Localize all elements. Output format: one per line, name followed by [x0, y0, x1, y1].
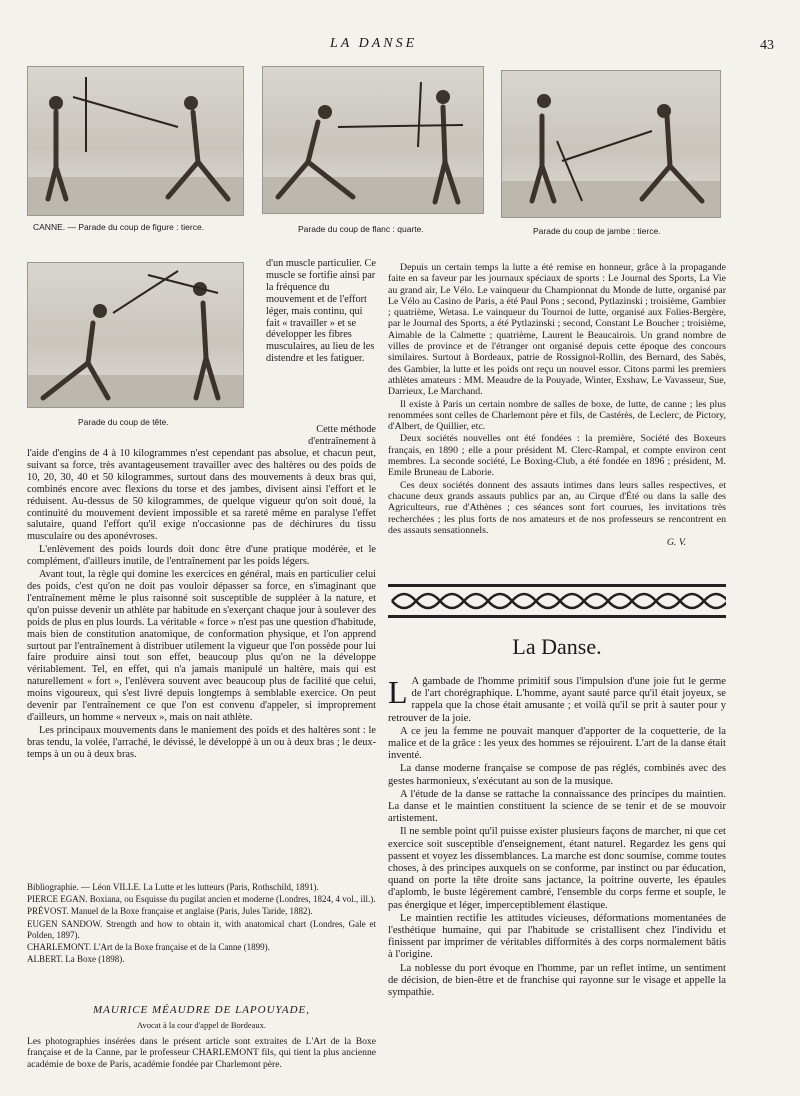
biblio-entry: PIERCE EGAN. Boxiana, ou Esquisse du pugilat ancien et moderne (Londres, 1824, 4 vol., ill.). — [27, 894, 376, 905]
photo-credit-note: Les photographies insérées dans le présent article sont extraites de L'Art de la Boxe française et de la Canne, par le professeur CHARLEMONT fils, qui tient la plus ancienne académie de boxe de Paris, académie fondée par Charlemont père. — [27, 1036, 376, 1070]
left-paragraph: l'aide d'engins de 4 à 10 kilogrammes n'est cependant pas absolue, et chacun peut, suivant sa force, très avantageusement travailler avec des haltères ou des poids de 10, 20, 30, 40 et 50 kilogrammes, surtout dans des mouvements à deux bras qui, combinés encore avec flexions du torse et des jambes, divisent ainsi l'effort et le réduisent. Au-dessus de 50 kilogrammes, de quelque vigueur qu'on soit doué, la continuité du mouvement devient impossible et sa rareté même en paralyse l'effet salutaire, quand l'effort qu'il exige n'occasionne pas de déchirures du tissu musculaire ou des aponévroses. — [27, 448, 376, 543]
dance-paragraph: A l'étude de la danse se rattache la connaissance des principes du maintien. La danse et le maintien constituent la science de se tenir et de se mouvoir artistement. — [388, 788, 726, 825]
biblio-entry: EUGEN SANDOW. Strength and how to obtain it, with anatomical chart (Londres, Gale et Polden, 1897). — [27, 918, 376, 940]
biblio-entry: ALBERT. La Boxe (1898). — [27, 954, 125, 965]
right-paragraph: Deux sociétés nouvelles ont été fondées : la première, Société des Boxeurs français, en 1890 ; elle a pour président M. Clerc-Rampal, et compte environ cent membres. La seconde société, Le Boxing-Club, a été fondée en 1896 ; président, M. Emile Bruneau de Laborie. — [388, 433, 726, 479]
running-title: LA DANSE — [330, 36, 418, 51]
biblio-entry: Bibliographie. — Léon VILLE. La Lutte et les lutteurs (Paris, Rothschild, 1891). — [27, 882, 319, 892]
left-paragraph: Avant tout, la règle qui domine les exercices en général, mais en particulier celui des poids, c'est qu'on ne doit pas vouloir dépasser sa force, en s'imaginant que l'entraînement même le plus raisonné soit susceptible de suppléer à la nature, et qu'on puisse devenir un athlète par habitude en s'exerçant chaque jour à soulever des poids de plus en plus lourds. La véritable « force » n'est pas une question d'habitude, mais bien de constitution anatomique, de conformation physique, et l'on apprend surtout par l'entraînement à distribuer utilement la vigueur que l'on possède pour lui faire produire ainsi tout son effet, beaucoup plus qu'on ne la développe véritablement. Tel, en effet, qui n'a jamais manipulé un haltère, mais qui est naturellement « fort », l'enlèvera souvent avec beaucoup plus de facilité que celui, moins vigoureux, qui s'est livré depuis longtemps à semblable exercice. On peut devenir par l'entraînement ce que l'on est convenu d'appeler, si improprement d'ailleurs, un homme « nerveux », mais on nait athlète. — [27, 569, 376, 723]
right-signature: G. V. — [666, 537, 686, 549]
dance-paragraph: La noblesse du port évoque en l'homme, par un reflet intime, un sentiment de décision, de bien-être et de franchise qui rayonne sur le visage et appelle la sympathie. — [388, 962, 726, 999]
dance-paragraph: A ce jeu la femme ne pouvait manquer d'apporter de la coquetterie, de la malice et de la grâce : les yeux des hommes se réjouirent. L'art de la danse était inventé. — [388, 725, 726, 762]
dance-first-paragraph: L A gambade de l'homme primitif sous l'impulsion d'une joie fut le germe de l'art chorégraphique. L'homme, ayant sauté parce qu'il était joyeux, se rappela que la chose était amusante ; et voilà qu'il se prit à sauter pour y retrouver de la joie. — [388, 674, 726, 724]
left-text-beside-photo: d'un muscle particulier. Ce muscle se fortifie ainsi par la fréquence du mouvement et de l'effort léger, mais continu, qui fait « travailler » et se développer les fibres musculaires, au lieu de les distendre et les fatiguer. — [266, 258, 376, 365]
left-paragraph: L'enlèvement des poids lourds doit donc être d'une pratique modérée, et le complément, d'ailleurs inutile, de l'entraînement par les poids légers. — [27, 544, 376, 568]
dance-paragraph: Il ne semble point qu'il puisse exister plusieurs façons de marcher, ni que cet exercice soit susceptible d'enseignement, étant naturel. Regardez les gens qui passent et voyez les dissemblances. La marche est donc soumise, comme toutes choses, à des principes auxquels on se conforme, par instinct ou par éducation, quand on porte la tête droite sans jactance, la poitrine ouverte, les épaules d'aplomb, le buste légèrement cambré, l'ensemble du corps ferme et souple, le pas énergique et léger, imperceptiblement élastique. — [388, 826, 726, 911]
article-title: La Danse. — [512, 634, 602, 659]
photo-caption-1: CANNE. — Parade du coup de figure : tierce. — [33, 222, 205, 232]
right-paragraph: Depuis un certain temps la lutte a été remise en honneur, grâce à la propagande faite en sa faveur par les journaux spéciaux de sports : Le Journal des Sports, La Vie au grand air, Le Vélo. Le vainqueur du Championnat du Monde de lutte, organisé par Le Vélo au Casino de Paris, a été Paul Pons ; second, Pytlazinski ; troisième, Gambier ; quatrième, Wetasa. Le vainqueur du Tournoi de lutte, organisé aux Folies-Bergère, par le Journal des Sports, a été Pytlazinski ; second, Constant Le Boucher ; troisième, Aimable de la Calmette ; quatrième, Laurent le Beaucairois. Un grand nombre de villes de province et de l'étranger ont organisé depuis cette époque des concours similaires. Surtout à Bordeaux, patrie de Rossignol-Rollin, des Bernard, des Sabès, des Gambier, la lutte et les poids ont reçu un nouvel essor. Citons parmi les premiers athlètes amateurs : MM. Meaudre de la Pouyade, Winter, Exshaw, Le Vavasseur, Sue, Darrieux, Le Marchand. — [388, 262, 726, 398]
photo-fencing-2 — [262, 66, 484, 214]
photo-caption-2: Parade du coup de flanc : quarte. — [298, 224, 424, 234]
photo-fencing-4 — [27, 262, 244, 408]
drop-cap: L — [388, 674, 408, 710]
author-signature: MAURICE MÉAUDRE DE LAPOUYADE, — [92, 1004, 311, 1016]
photo-caption-3: Parade du coup de jambe : tierce. — [533, 226, 661, 236]
left-column-body — [27, 448, 376, 762]
photo-caption-4: Parade du coup de tête. — [78, 417, 169, 427]
left-paragraph: Les principaux mouvements dans le maniement des poids et des haltères sont : le bras tendu, la volée, l'arraché, le dévissé, le développé à un ou à deux bras ; le deux-temps à un ou à deux bras. — [27, 724, 376, 760]
bibliography — [27, 882, 376, 966]
right-paragraph: Ces deux sociétés donnent des assauts intimes dans leurs salles respectives, et chacune deux grands assauts publics par an, au Cirque d'Été ou dans la salle des Agriculteurs, rue d'Athènes ; ces séances sont fort courues, les invitations très recherchées ; les plus forts de nos amateurs et de nos professeurs se rencontrent en des assauts sensationnels. — [388, 479, 726, 536]
dance-article-body — [388, 676, 726, 1000]
ornament-divider — [388, 584, 726, 618]
right-column-body — [388, 262, 726, 548]
biblio-entry: CHARLEMONT. L'Art de la Boxe française et de la Canne (1899). — [27, 942, 270, 953]
right-paragraph: Il existe à Paris un certain nombre de salles de boxe, de lutte, de canne ; les plus renommées sont celles de Charlemont père et fils, de Castérès, de Leclerc, de Pictory, d'Albert, de Quillier, etc. — [388, 398, 726, 433]
author-role: Avocat à la cour d'appel de Bordeaux. — [136, 1020, 267, 1030]
left-text-method: Cette méthode d'entraînement à — [308, 424, 376, 447]
dance-paragraph: La danse moderne française se compose de pas réglés, combinés avec des gestes harmonieux, s'exécutant au son de la musique. — [388, 763, 726, 787]
photo-fencing-1 — [27, 66, 244, 216]
dance-paragraph: Le maintien rectifie les attitudes vicieuses, déformations momentanées de l'esthétique humaine, qui par l'habitude se cristallisent chez l'individu et finissent par imprimer de véritables difformités à des corps normalement bâtis à l'origine. — [388, 912, 726, 961]
photo-fencing-3 — [501, 70, 721, 218]
page-number: 43 — [760, 38, 774, 53]
biblio-entry: PRÉVOST. Manuel de la Boxe française et anglaise (Paris, Jules Taride, 1882). — [27, 906, 313, 917]
